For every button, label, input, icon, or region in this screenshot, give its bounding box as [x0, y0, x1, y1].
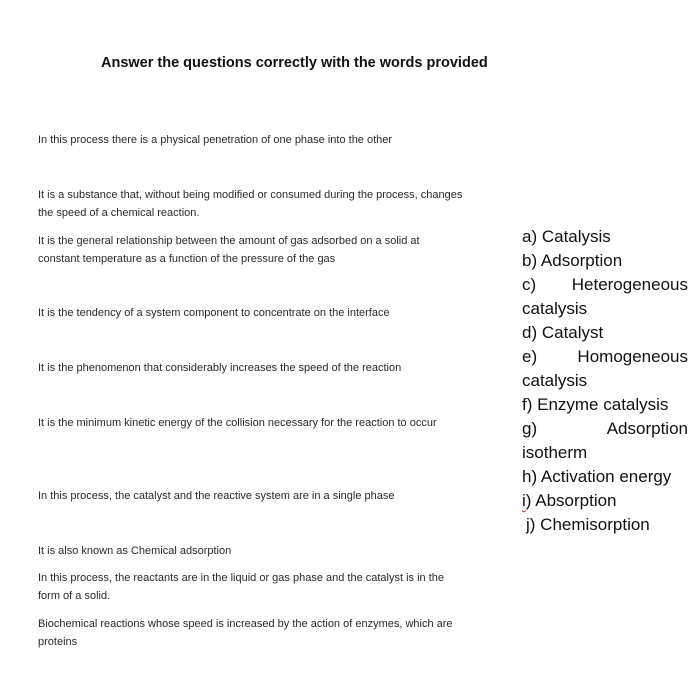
spellcheck-underline: i: [522, 491, 526, 510]
question-8: It is also known as Chemical adsorption: [38, 545, 232, 557]
page-title: Answer the questions correctly with the words provided: [101, 55, 488, 71]
answer-c-continued: catalysis: [522, 299, 588, 318]
answer-g: [522, 417, 688, 441]
question-5: It is the phenomenon that considerably increases the speed of the reaction: [38, 362, 402, 374]
answer-f: f) Enzyme catalysis: [522, 395, 669, 414]
question-3: It is the general relationship between the amount of gas adsorbed on a solid at constant temperature as a function of the pressure of the gas: [38, 235, 420, 265]
answer-c-letter: c): [522, 275, 537, 294]
answer-list: [522, 225, 688, 537]
answer-g-word: Adsorption: [606, 419, 688, 438]
answer-j: j) Chemisorption: [526, 515, 650, 534]
answer-e-continued: catalysis: [522, 371, 588, 390]
answer-a: a) Catalysis: [522, 227, 611, 246]
question-9: In this process, the reactants are in the liquid or gas phase and the catalyst is in the form of a solid.: [38, 572, 445, 602]
question-7: In this process, the catalyst and the reactive system are in a single phase: [38, 490, 395, 502]
answer-e: [522, 345, 688, 369]
answer-e-letter: e): [522, 347, 538, 366]
answer-b: b) Adsorption: [522, 251, 623, 270]
answer-g-letter: g): [522, 419, 538, 438]
question-1: In this process there is a physical penetration of one phase into the other: [38, 134, 393, 146]
answer-c-word: Heterogeneous: [571, 275, 688, 294]
answer-i-text: ) Absorption: [525, 491, 617, 510]
answer-g-continued: isotherm: [522, 443, 588, 462]
answer-d: d) Catalyst: [522, 323, 604, 342]
answer-h: h) Activation energy: [522, 467, 672, 486]
answer-c: [522, 273, 688, 297]
answer-e-word: Homogeneous: [577, 347, 688, 366]
question-2: It is a substance that, without being modified or consumed during the process, changes the speed of a chemical reaction.: [38, 189, 463, 219]
question-6: It is the minimum kinetic energy of the collision necessary for the reaction to occur: [38, 417, 437, 429]
answer-i: [522, 489, 688, 513]
question-10: Biochemical reactions whose speed is increased by the action of enzymes, which are proteins: [38, 618, 453, 648]
question-4: It is the tendency of a system component to concentrate on the interface: [38, 307, 390, 319]
